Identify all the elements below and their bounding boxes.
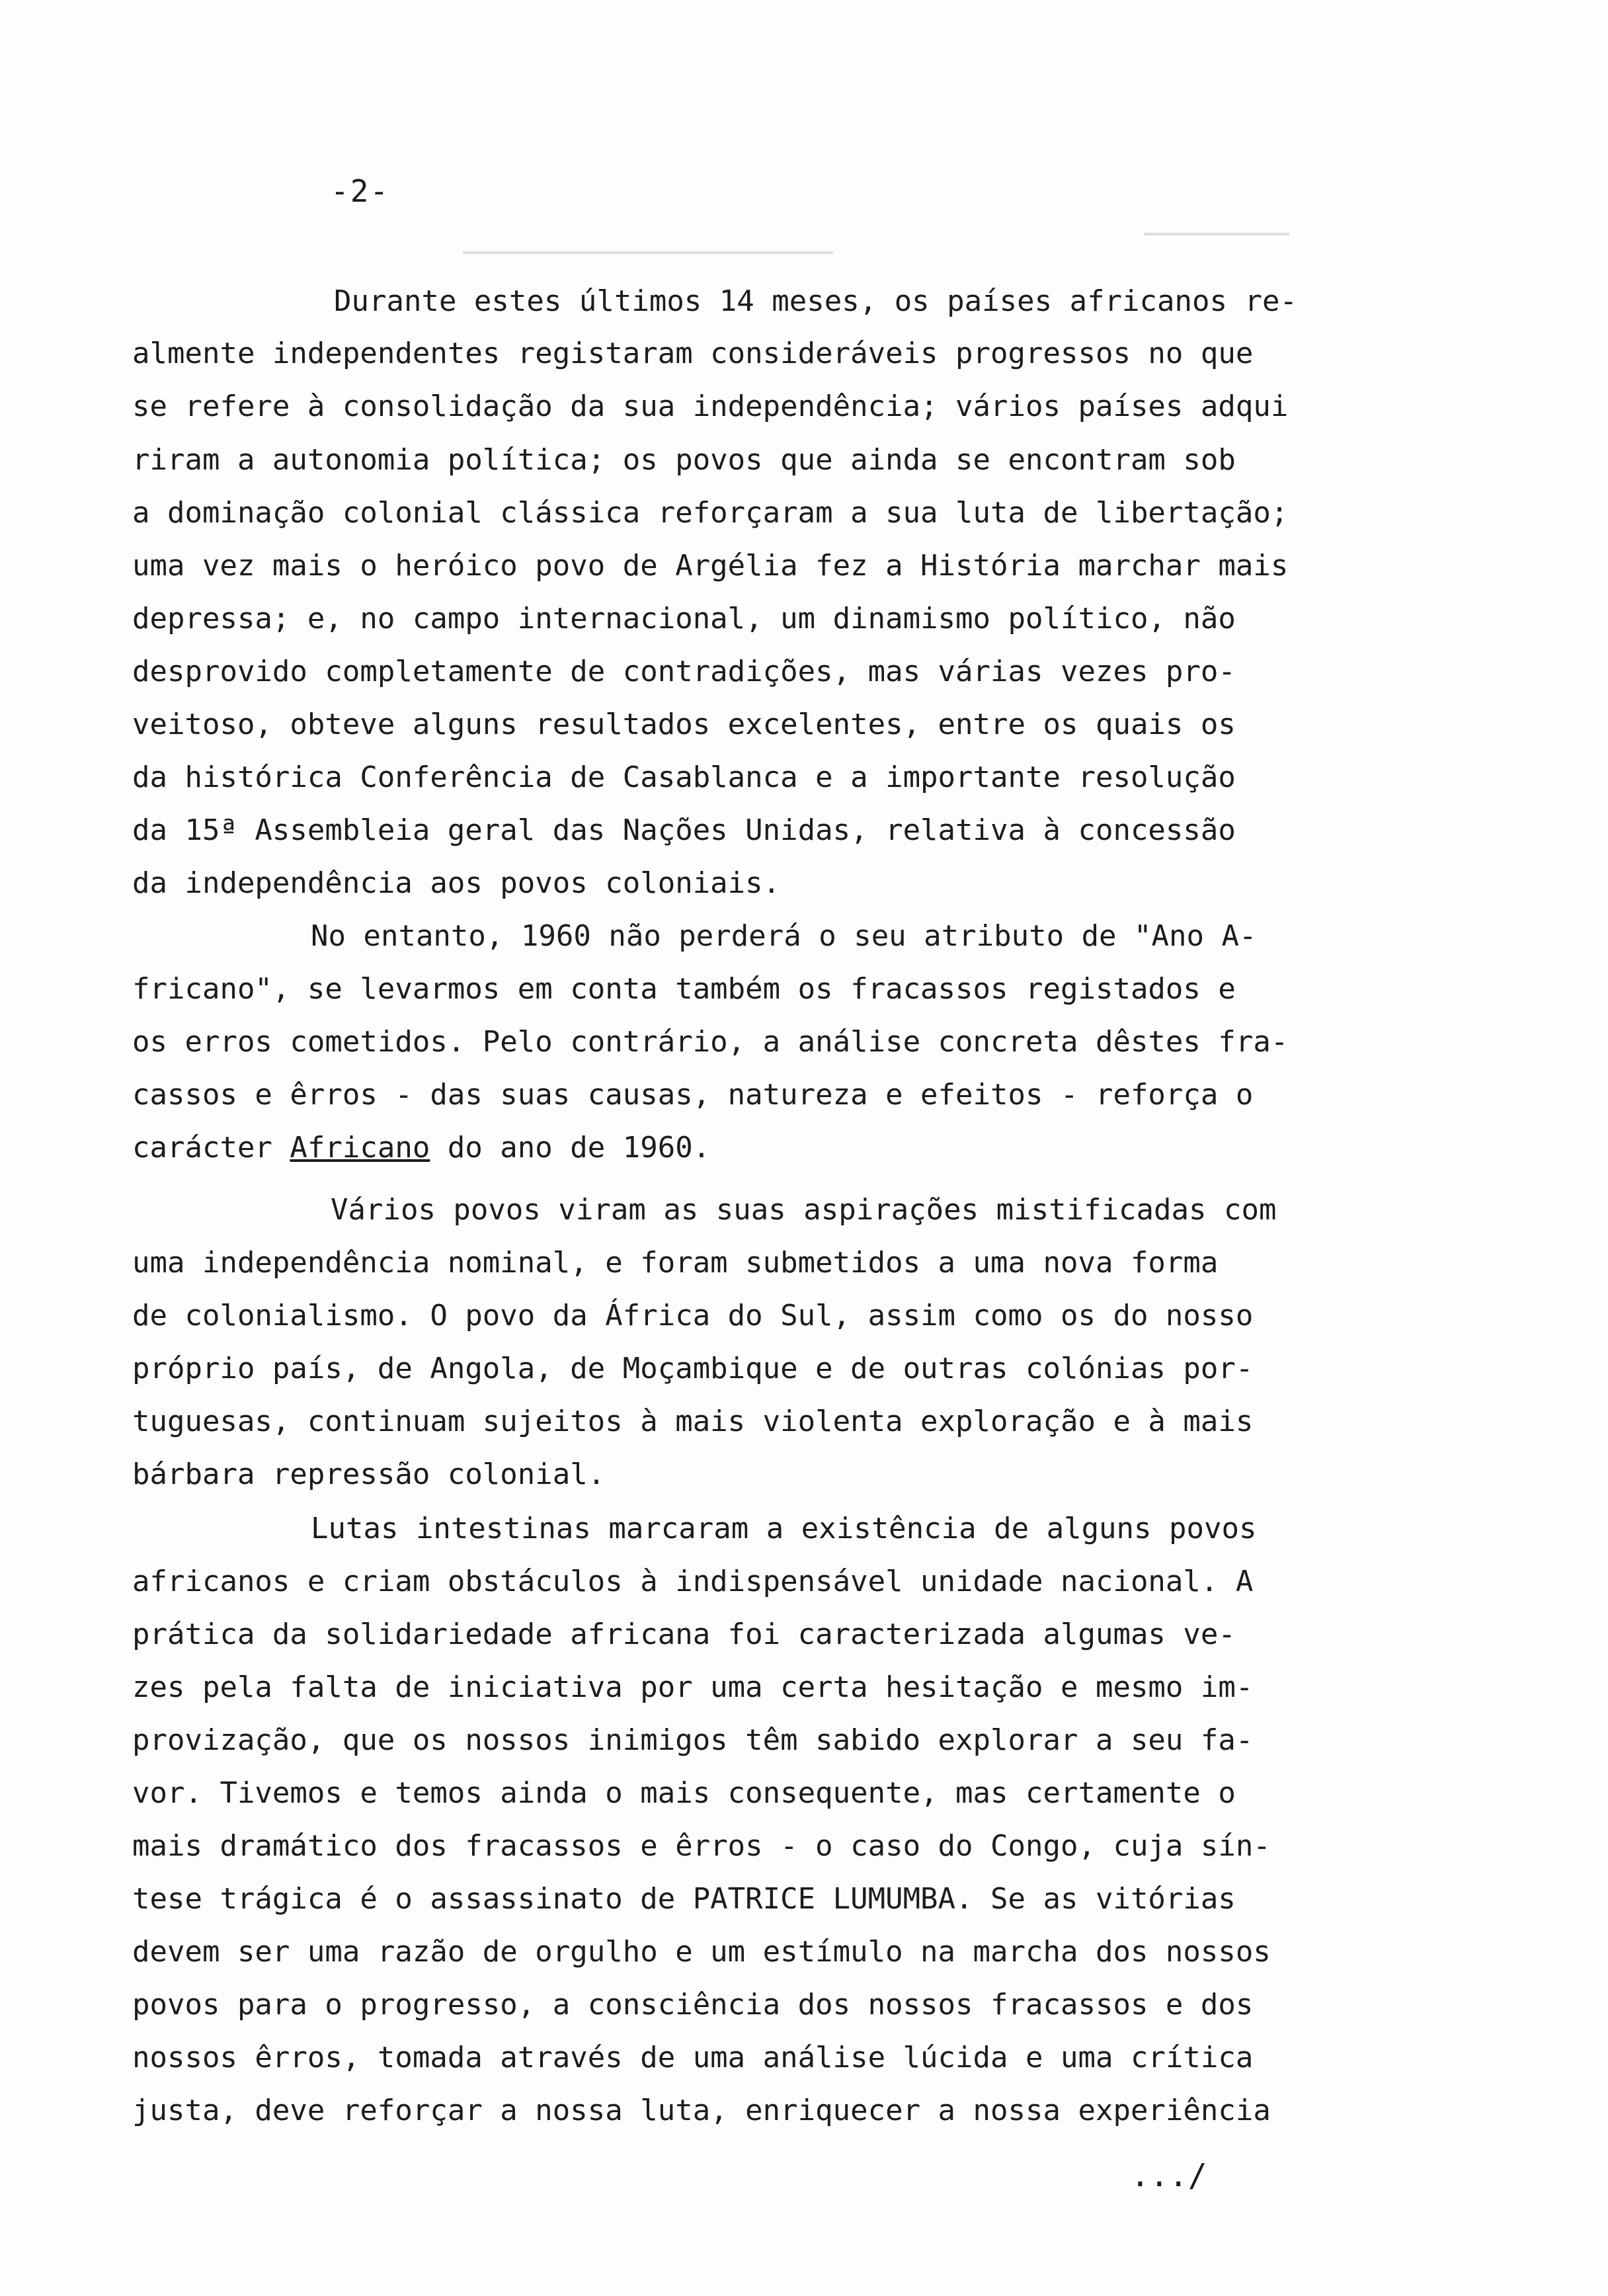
text-line: prática da solidariedade africana foi caracterizada algumas ve- <box>132 1618 1236 1651</box>
text-line: veitoso, obteve alguns resultados excelentes, entre os quais os <box>132 708 1236 741</box>
text-line: desprovido completamente de contradições, mas várias vezes pro- <box>132 655 1236 688</box>
text-line: justa, deve reforçar a nossa luta, enriquecer a nossa experiência <box>132 2094 1271 2127</box>
text-line: riram a autonomia política; os povos que ainda se encontram sob <box>132 443 1236 477</box>
text-line: da independência aos povos coloniais. <box>132 866 781 900</box>
text-line: a dominação colonial clássica reforçaram a sua luta de libertação; <box>132 496 1289 530</box>
text-segment: do ano de 1960. <box>430 1131 711 1165</box>
text-segment: carácter <box>132 1131 290 1165</box>
text-line: Lutas intestinas marcaram a existência de alguns povos <box>311 1512 1257 1545</box>
text-line: provização, que os nossos inimigos têm sabido explorar a seu fa- <box>132 1723 1254 1757</box>
text-line <box>132 1133 710 1163</box>
text-line: zes pela falta de iniciativa por uma certa hesitação e mesmo im- <box>132 1670 1254 1704</box>
text-line: de colonialismo. O povo da África do Sul, assim como os do nosso <box>132 1299 1254 1332</box>
text-line: uma independência nominal, e foram submetidos a uma nova forma <box>132 1246 1219 1280</box>
text-line: uma vez mais o heróico povo de Argélia fez a História marchar mais <box>132 549 1289 583</box>
text-line: No entanto, 1960 não perderá o seu atributo de "Ano A- <box>311 919 1257 953</box>
text-line: Durante estes últimos 14 meses, os países africanos re- <box>334 284 1297 318</box>
text-line: depressa; e, no campo internacional, um dinamismo político, não <box>132 602 1236 636</box>
page-number: -2- <box>331 173 390 209</box>
text-line: os erros cometidos. Pelo contrário, a análise concreta dêstes fra- <box>132 1025 1289 1059</box>
text-line: tuguesas, continuam sujeitos à mais violenta exploração e à mais <box>132 1405 1254 1438</box>
text-line: mais dramático dos fracassos e êrros - o caso do Congo, cuja sín- <box>132 1829 1271 1863</box>
text-line: vor. Tivemos e temos ainda o mais consequente, mas certamente o <box>132 1776 1236 1810</box>
text-line: da histórica Conferência de Casablanca e a importante resolução <box>132 760 1236 794</box>
text-line: nossos êrros, tomada através de uma análise lúcida e uma crítica <box>132 2041 1254 2074</box>
continuation-mark: .../ <box>1131 2157 1207 2194</box>
text-line: cassos e êrros - das suas causas, natureza e efeitos - reforça o <box>132 1078 1254 1112</box>
text-line: próprio país, de Angola, de Moçambique e de outras colónias por- <box>132 1352 1254 1385</box>
text-line: se refere à consolidação da sua independência; vários países adqui <box>132 390 1289 423</box>
text-line: almente independentes registaram consideráveis progressos no que <box>132 337 1254 370</box>
text-line: tese trágica é o assassinato de PATRICE LUMUMBA. Se as vitórias <box>132 1882 1236 1916</box>
text-line: africanos e criam obstáculos à indispensável unidade nacional. A <box>132 1565 1254 1598</box>
text-line: povos para o progresso, a consciência dos nossos fracassos e dos <box>132 1988 1254 2022</box>
text-line: fricano", se levarmos em conta também os fracassos registados e <box>132 972 1236 1006</box>
text-line: devem ser uma razão de orgulho e um estímulo na marcha dos nossos <box>132 1935 1271 1969</box>
text-line: da 15ª Assembleia geral das Nações Unidas, relativa à concessão <box>132 813 1236 847</box>
scan-smudge <box>1144 233 1289 235</box>
text-line: bárbara repressão colonial. <box>132 1457 606 1491</box>
text-line: Vários povos viram as suas aspirações mistificadas com <box>331 1193 1277 1227</box>
scan-smudge <box>463 251 833 254</box>
underlined-word: Africano <box>290 1131 430 1165</box>
